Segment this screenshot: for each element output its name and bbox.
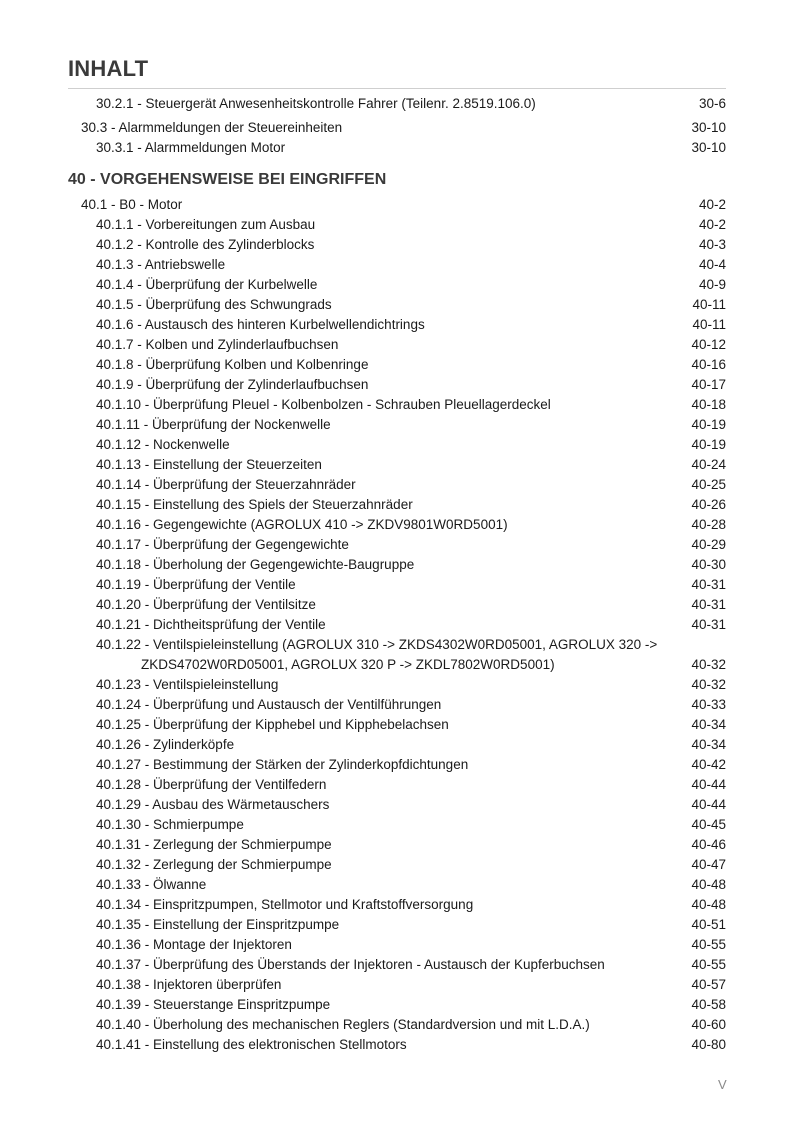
toc-entry-page: 30-10 (691, 120, 726, 135)
toc-entry-page: 40-19 (691, 437, 726, 452)
toc-entry-label-continued: ZKDS4702W0RD05001, AGROLUX 320 P -> ZKDL7802W0RD5001) (141, 657, 555, 672)
toc-entry[interactable] (96, 495, 726, 515)
toc-entry[interactable] (96, 435, 726, 455)
toc-entry-page: 40-11 (692, 297, 726, 312)
toc-entry-label: 40.1.19 - Überprüfung der Ventile (96, 577, 296, 592)
toc-entry-label: 40.1.36 - Montage der Injektoren (96, 937, 292, 952)
toc-entry[interactable] (96, 875, 726, 895)
toc-entry[interactable] (96, 575, 726, 595)
toc-entry-label: 30.3 - Alarmmeldungen der Steuereinheiten (81, 120, 343, 135)
toc-entry-page: 40-48 (691, 897, 726, 912)
toc-entry-page: 40-31 (691, 617, 726, 632)
toc-entry-page: 30-10 (691, 140, 726, 155)
toc-entry-label: 40.1.3 - Antriebswelle (96, 257, 226, 272)
toc-entry-label: 40.1.34 - Einspritzpumpen, Stellmotor und Kraftstoffversorgung (96, 897, 474, 912)
toc-entry[interactable] (96, 675, 726, 695)
toc-entry[interactable] (96, 255, 726, 275)
toc-entry-label: 40.1.15 - Einstellung des Spiels der Steuerzahnräder (96, 497, 413, 512)
page-number: V (718, 1077, 727, 1092)
toc-entry-label: 40.1.24 - Überprüfung und Austausch der Ventilführungen (96, 697, 442, 712)
toc-entry[interactable] (96, 735, 726, 755)
toc-entry[interactable] (96, 695, 726, 715)
toc-entry-page: 40-57 (691, 977, 726, 992)
toc-entry-label: 40.1.21 - Dichtheitsprüfung der Ventile (96, 617, 326, 632)
toc-entry-page: 40-47 (691, 857, 726, 872)
toc-entry-label: 40.1.37 - Überprüfung des Überstands der Injektoren - Austausch der Kupferbuchsen (96, 957, 605, 972)
toc-entry-label: 30.3.1 - Alarmmeldungen Motor (96, 140, 286, 155)
toc-entry-label: 40.1.4 - Überprüfung der Kurbelwelle (96, 277, 318, 292)
toc-entry-label: 40.1.16 - Gegengewichte (AGROLUX 410 -> ZKDV9801W0RD5001) (96, 517, 508, 532)
toc-entry-page: 40-17 (691, 377, 726, 392)
toc-entry[interactable] (96, 595, 726, 615)
toc-entry-page: 40-19 (691, 417, 726, 432)
toc-entry[interactable] (96, 1035, 726, 1055)
toc-entry-page: 40-28 (691, 517, 726, 532)
toc-entry-label: 40.1.5 - Überprüfung des Schwungrads (96, 297, 332, 312)
toc-entry-label: 40.1.31 - Zerlegung der Schmierpumpe (96, 837, 332, 852)
toc-entry-label: 40.1.35 - Einstellung der Einspritzpumpe (96, 917, 340, 932)
toc-entry-page: 40-18 (691, 397, 726, 412)
toc-entry[interactable] (96, 455, 726, 475)
toc-entry-page: 40-44 (691, 797, 726, 812)
toc-entry-label: 40.1.41 - Einstellung des elektronischen Stellmotors (96, 1037, 407, 1052)
toc-entry-page: 40-51 (691, 917, 726, 932)
toc-entry-label: 40.1.38 - Injektoren überprüfen (96, 977, 282, 992)
toc-entry-page: 40-25 (691, 477, 726, 492)
toc-entry-label: 40.1.2 - Kontrolle des Zylinderblocks (96, 237, 315, 252)
toc-entry-label: 40.1.27 - Bestimmung der Stärken der Zylinderkopfdichtungen (96, 757, 469, 772)
toc-entry-page: 40-42 (691, 757, 726, 772)
toc-entry-label: 40.1.17 - Überprüfung der Gegengewichte (96, 537, 349, 552)
toc-entry-page: 40-34 (691, 717, 726, 732)
toc-entry-page: 40-4 (698, 257, 726, 272)
toc-entry-label: 40.1.26 - Zylinderköpfe (96, 737, 235, 752)
toc-entry[interactable] (96, 635, 726, 655)
toc-entry-label: 40.1.33 - Ölwanne (96, 877, 207, 892)
toc-entry[interactable] (96, 138, 726, 158)
toc-entry[interactable] (96, 335, 726, 355)
toc-entry-label: 40.1.11 - Überprüfung der Nockenwelle (96, 417, 331, 432)
toc-entry-page: 40-55 (691, 937, 726, 952)
toc-entry-page: 40-2 (698, 217, 726, 232)
toc-entry-label: 40.1 - B0 - Motor (81, 197, 183, 212)
toc-entry-label: 40.1.22 - Ventilspieleinstellung (AGROLUX 310 -> ZKDS4302W0RD05001, AGROLUX 320 -> (96, 637, 658, 652)
toc-entry-page: 40-80 (691, 1037, 726, 1052)
toc-entry-page: 40-33 (691, 697, 726, 712)
toc-entry[interactable] (96, 315, 726, 335)
toc-entry-page: 40-44 (691, 777, 726, 792)
toc-entry-page: 40-9 (698, 277, 726, 292)
toc-entry-page: 30-6 (698, 96, 726, 111)
toc-entry-page: 40-31 (691, 597, 726, 612)
toc-entry-label: 40.1.18 - Überholung der Gegengewichte-Baugruppe (96, 557, 415, 572)
toc-entry[interactable] (96, 235, 726, 255)
toc-entry[interactable] (96, 995, 726, 1015)
toc-entry[interactable] (96, 535, 726, 555)
toc-entry-page: 40-58 (691, 997, 726, 1012)
toc-entry-page: 40-30 (691, 557, 726, 572)
toc-entry-label: 40.1.7 - Kolben und Zylinderlaufbuchsen (96, 337, 339, 352)
toc-entry-label: 40.1.40 - Überholung des mechanischen Reglers (Standardversion und mit L.D.A.) (96, 1017, 590, 1032)
toc-entry[interactable] (96, 295, 726, 315)
toc-entry[interactable] (96, 355, 726, 375)
toc-entry-page: 40-32 (691, 657, 726, 672)
toc-entry-label: 40.1.12 - Nockenwelle (96, 437, 230, 452)
toc-entry-label: 30.2.1 - Steuergerät Anwesenheitskontrolle Fahrer (Teilenr. 2.8519.106.0) (96, 96, 536, 111)
toc-entry[interactable] (96, 955, 726, 975)
toc-entry-label: 40.1.32 - Zerlegung der Schmierpumpe (96, 857, 332, 872)
toc-entry-label: 40.1.28 - Überprüfung der Ventilfedern (96, 777, 327, 792)
toc-entry-label: 40.1.13 - Einstellung der Steuerzeiten (96, 457, 322, 472)
toc-entry-page: 40-48 (691, 877, 726, 892)
toc-entry-label: 40.1.39 - Steuerstange Einspritzpumpe (96, 997, 331, 1012)
toc-entry-page: 40-29 (691, 537, 726, 552)
toc-entry-label: 40.1.14 - Überprüfung der Steuerzahnräder (96, 477, 356, 492)
toc-entry[interactable] (96, 915, 726, 935)
toc-entry[interactable] (96, 895, 726, 915)
toc-entry[interactable] (96, 555, 726, 575)
toc-entry-page: 40-55 (691, 957, 726, 972)
toc-entry[interactable] (96, 835, 726, 855)
toc-entry-page: 40-45 (691, 817, 726, 832)
toc-entry-label: 40.1.23 - Ventilspieleinstellung (96, 677, 279, 692)
toc-entry[interactable] (96, 94, 726, 114)
toc-entry[interactable] (96, 515, 726, 535)
toc-entry[interactable] (96, 395, 726, 415)
toc-entry[interactable] (96, 795, 726, 815)
toc-entry-label: 40.1.9 - Überprüfung der Zylinderlaufbuchsen (96, 377, 369, 392)
toc-entry[interactable] (96, 375, 726, 395)
toc-entry[interactable] (96, 935, 726, 955)
toc-entry-page: 40-31 (691, 577, 726, 592)
toc-entry[interactable] (96, 275, 726, 295)
toc-entry[interactable] (96, 815, 726, 835)
toc-entry[interactable] (96, 975, 726, 995)
toc-entry-page: 40-34 (691, 737, 726, 752)
toc-entry-page: 40-12 (691, 337, 726, 352)
toc-entry[interactable] (96, 475, 726, 495)
title-divider (68, 88, 726, 89)
toc-entry-continuation[interactable] (96, 655, 726, 675)
toc-entry[interactable] (96, 775, 726, 795)
section-heading: 40 - VORGEHENSWEISE BEI EINGRIFFEN (68, 171, 387, 188)
toc-entry[interactable] (96, 1015, 726, 1035)
toc-entry[interactable] (96, 215, 726, 235)
toc-entry[interactable] (96, 615, 726, 635)
toc-entry-page: 40-26 (691, 497, 726, 512)
toc-entry[interactable] (96, 855, 726, 875)
toc-entry-page: 40-11 (692, 317, 726, 332)
toc-entry-page: 40-16 (691, 357, 726, 372)
toc-entry-label: 40.1.20 - Überprüfung der Ventilsitze (96, 597, 316, 612)
toc-entry-page: 40-24 (691, 457, 726, 472)
toc-entry[interactable] (81, 195, 726, 215)
toc-entry-label: 40.1.8 - Überprüfung Kolben und Kolbenringe (96, 357, 369, 372)
toc-entry[interactable] (96, 755, 726, 775)
toc-entry-page: 40-2 (698, 197, 726, 212)
toc-entry-label: 40.1.10 - Überprüfung Pleuel - Kolbenbolzen - Schrauben Pleuellagerdeckel (96, 397, 551, 412)
toc-entry-page: 40-60 (691, 1017, 726, 1032)
toc-entry-label: 40.1.25 - Überprüfung der Kipphebel und Kipphebelachsen (96, 717, 449, 732)
toc-entry[interactable] (96, 415, 726, 435)
toc-entry-label: 40.1.30 - Schmierpumpe (96, 817, 244, 832)
toc-entry[interactable] (96, 715, 726, 735)
toc-entry-label: 40.1.1 - Vorbereitungen zum Ausbau (96, 217, 316, 232)
toc-entry-page: 40-46 (691, 837, 726, 852)
toc-entry-page: 40-32 (691, 677, 726, 692)
toc-entry[interactable] (81, 118, 726, 138)
toc-entry-label: 40.1.29 - Ausbau des Wärmetauschers (96, 797, 330, 812)
toc-entry-page: 40-3 (698, 237, 726, 252)
page-title: INHALT (68, 56, 149, 81)
toc-entry-label: 40.1.6 - Austausch des hinteren Kurbelwellendichtrings (96, 317, 425, 332)
